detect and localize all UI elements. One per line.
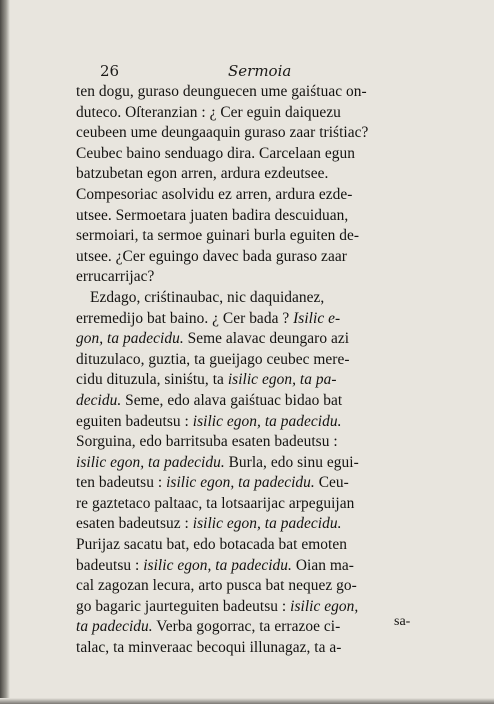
text-run: Oian ma-: [291, 556, 354, 574]
text-line: [76, 164, 422, 185]
text-line: [76, 123, 422, 144]
text-run: utsee. ¿Cer eguingo davec bada guraso zaar: [76, 247, 347, 265]
italic-phrase: gon, ta padecidu.: [76, 330, 184, 348]
text-run: Ceu-: [314, 474, 349, 492]
text-line: [76, 556, 422, 577]
text-line: [76, 185, 422, 206]
body-text: [76, 82, 422, 659]
text-run: sermoiari, ta sermoe guinari burla eguiten de-: [76, 227, 360, 245]
text-run: ten dogu, guraso deunguecen ume gaiśtuac on-: [76, 83, 367, 100]
text-line: [76, 453, 422, 474]
text-run: talac, ta minveraac becoqui illunagaz, ta a-: [76, 639, 342, 657]
text-line: [76, 576, 422, 597]
text-line: [76, 370, 422, 391]
text-run: ten badeutsu :: [76, 474, 167, 492]
text-run: cal zagozan lecura, arto pusca bat nequez go-: [76, 577, 357, 595]
italic-phrase: isilic egon,: [290, 597, 359, 615]
italic-phrase: isilic egon, ta pa-: [227, 371, 337, 389]
text-run: Verba gogorrac, ta errazoe ci-: [152, 618, 341, 636]
text-line: [76, 329, 422, 350]
italic-phrase: isilic egon, ta padecidu.: [166, 474, 315, 492]
text-run: esaten badeutsuz :: [76, 515, 193, 533]
text-line: [76, 391, 422, 412]
text-line: [76, 226, 422, 247]
running-title: Sermoia: [228, 62, 292, 80]
text-run: Purijaz sacatu bat, edo botacada bat emoten: [76, 536, 347, 554]
text-line: [76, 144, 422, 165]
italic-phrase: decidu.: [76, 391, 122, 409]
text-run: dituzulaco, guztia, ta gueijago ceubec mere-: [76, 350, 350, 368]
text-line: [76, 535, 422, 556]
text-run: Sorguina, edo barritsuba esaten badeutsu :: [76, 433, 338, 451]
text-run: errucarrijac?: [76, 268, 155, 286]
text-run: re gaztetaco paltaac, ta lotsaarijac arpeguijan: [76, 494, 355, 512]
italic-phrase: isilic egon, ta padecidu.: [192, 515, 342, 533]
text-line: [76, 309, 422, 330]
text-line: [76, 267, 422, 288]
text-run: Ezdago, criśtinaubac, nic daquidanez,: [90, 288, 325, 306]
text-line: [76, 514, 422, 535]
text-line: [76, 494, 422, 515]
page-header: [100, 62, 430, 82]
text-run: eguiten badeutsu :: [76, 412, 193, 430]
text-line: [76, 638, 422, 659]
text-run: utsee. Sermoetara juaten badira descuiduan,: [76, 206, 349, 224]
text-run: badeutsu :: [76, 556, 144, 574]
text-run: erremedijo bat baino. ¿ Cer bada ?: [76, 309, 294, 327]
text-line: [76, 350, 422, 371]
text-run: batzubetan egon arren, ardura ezdeutsee.: [76, 165, 329, 183]
italic-phrase: isilic egon, ta padecidu.: [143, 556, 292, 574]
page-bottom-edge: [0, 698, 494, 704]
text-run: Seme, edo alava gaiśtuac bidao bat: [121, 391, 343, 409]
text-line: [76, 247, 422, 268]
italic-phrase: ta padecidu.: [76, 618, 153, 636]
text-run: Seme alavac deungaro azi: [183, 330, 350, 348]
text-line: [76, 82, 422, 103]
page-gutter-shadow: [0, 0, 10, 704]
text-run: cidu dituzula, siniśtu, ta: [76, 371, 228, 389]
text-line: [76, 206, 422, 227]
text-line: [76, 288, 422, 309]
text-line: [76, 412, 422, 433]
text-line: [76, 473, 422, 494]
text-run: Ceubec baino senduago dira. Carcelaan egun: [76, 144, 356, 162]
text-run: Compesoriac asolvidu ez arren, ardura ezde-: [76, 185, 353, 203]
text-line: [76, 103, 422, 124]
italic-phrase: Isilic e-: [293, 309, 341, 327]
text-line: [76, 597, 422, 618]
text-line: [76, 617, 422, 638]
catchword: sa-: [394, 614, 411, 629]
text-run: duteco. Oſteranzian : ¿ Cer eguin daiquezu: [76, 103, 341, 121]
italic-phrase: isilic egon, ta padecidu.: [192, 412, 342, 430]
text-run: go bagaric jaurteguiten badeutsu :: [76, 597, 291, 615]
page-number: 26: [100, 62, 120, 80]
italic-phrase: isilic egon, ta padecidu.: [76, 453, 225, 471]
text-run: Burla, edo sinu egui-: [224, 453, 359, 471]
text-line: [76, 432, 422, 453]
text-run: ceubeen ume deungaaquin guraso zaar triśtiac?: [76, 124, 369, 142]
